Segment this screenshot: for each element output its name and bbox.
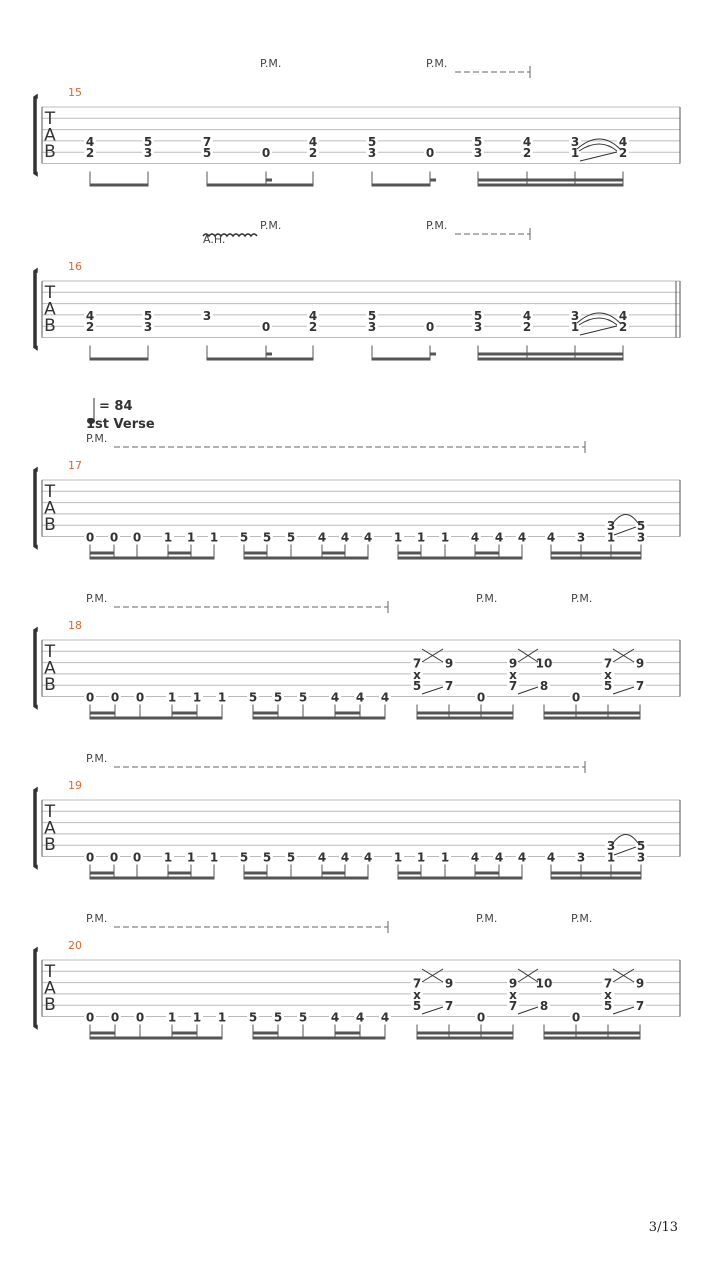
note-beam [172, 712, 197, 715]
fret-number: 1 [440, 530, 450, 545]
note-beam [430, 353, 436, 356]
tab-clef-letter: B [44, 675, 56, 695]
fret-number: 9 [444, 976, 454, 991]
fret-number: 5 [262, 850, 272, 865]
note-beam [335, 1032, 360, 1035]
fret-number: 0 [85, 1010, 95, 1025]
fret-number: x [604, 667, 612, 682]
note-beam [478, 358, 623, 361]
note-beam [430, 179, 436, 182]
fret-number: 0 [110, 690, 120, 705]
fret-number: 4 [494, 850, 504, 865]
fret-number: 2 [618, 146, 628, 161]
fret-number: 3 [636, 850, 646, 865]
fret-number: 1 [606, 850, 616, 865]
fret-number: 5 [473, 134, 483, 149]
fret-number: 4 [522, 134, 532, 149]
fret-number: 0 [85, 530, 95, 545]
fret-number: 5 [412, 999, 422, 1014]
fret-number: 1 [393, 850, 403, 865]
note-beam [90, 872, 114, 875]
note-beam [551, 872, 641, 875]
note-beam [544, 712, 640, 715]
fret-number: 9 [508, 656, 518, 671]
note-beam [475, 872, 499, 875]
fret-number: 1 [163, 530, 173, 545]
palm-mute-label: P.M. [476, 912, 498, 925]
note-beam [90, 184, 148, 187]
system-bracket [34, 269, 37, 350]
tab-clef-letter: A [44, 498, 56, 519]
palm-mute-label: P.M. [260, 57, 282, 70]
palm-mute-label: P.M. [571, 912, 593, 925]
note-beam [168, 552, 191, 555]
palm-mute-label: P.M. [426, 219, 448, 232]
slide-line [613, 687, 634, 694]
fret-number: 1 [416, 530, 426, 545]
fret-number: 1 [393, 530, 403, 545]
fret-number: 1 [606, 530, 616, 545]
tab-clef-letter: T [44, 642, 56, 662]
note-beam [90, 552, 114, 555]
fret-number: 5 [298, 690, 308, 705]
fret-number: 5 [202, 146, 212, 161]
fret-number: 2 [308, 146, 318, 161]
tab-clef-letter: B [44, 835, 56, 855]
note-beam [478, 179, 623, 182]
measure-number: 15 [68, 86, 82, 99]
note-beam [253, 1032, 278, 1035]
fret-number: 3 [143, 320, 153, 335]
fret-number: 5 [412, 679, 422, 694]
note-beam [478, 353, 623, 356]
fret-number: 5 [248, 1010, 258, 1025]
note-beam [417, 717, 513, 720]
fret-number: 1 [209, 530, 219, 545]
tab-clef-letter: B [44, 316, 56, 336]
tab-clef-letter: B [44, 142, 56, 162]
fret-number: 7 [444, 999, 454, 1014]
fret-number: 4 [618, 134, 628, 149]
fret-number: 7 [635, 679, 645, 694]
fret-number: 7 [508, 679, 518, 694]
slide-line [422, 687, 443, 694]
page-number: 3/13 [648, 1220, 678, 1235]
fret-number: 3 [367, 320, 377, 335]
measure-number: 20 [68, 939, 82, 952]
fret-number: 0 [135, 690, 145, 705]
palm-mute-label: P.M. [86, 752, 108, 765]
section-label: 1st Verse [86, 417, 155, 432]
fret-number: 4 [517, 850, 527, 865]
fret-number: 5 [273, 690, 283, 705]
fret-number: 5 [239, 850, 249, 865]
fret-number: 5 [248, 690, 258, 705]
fret-number: 3 [143, 146, 153, 161]
note-beam [90, 712, 115, 715]
palm-mute-label: P.M. [86, 432, 108, 445]
fret-number: 3 [202, 308, 212, 323]
fret-number: 0 [135, 1010, 145, 1025]
note-beam [398, 872, 421, 875]
fret-number: 1 [217, 690, 227, 705]
tie-arc [579, 144, 617, 151]
tab-clef-letter: T [44, 802, 56, 822]
fret-number: 0 [476, 1010, 486, 1025]
fret-number: 1 [167, 690, 177, 705]
note-beam [398, 877, 522, 880]
fret-number: 10 [535, 656, 553, 671]
fret-number: 1 [209, 850, 219, 865]
tab-system [34, 228, 680, 361]
system-bracket [34, 95, 37, 176]
tab-clef-letter: T [44, 283, 56, 303]
fret-number: 4 [470, 850, 480, 865]
fret-number: 3 [570, 134, 580, 149]
tab-clef-letter: A [44, 125, 56, 146]
fret-number: 3 [576, 530, 586, 545]
slide-line [518, 1007, 538, 1014]
fret-number: 4 [85, 134, 95, 149]
tab-clef-letter: A [44, 978, 56, 999]
note-beam [244, 877, 368, 880]
fret-number: 0 [85, 850, 95, 865]
fret-number: 9 [635, 656, 645, 671]
fret-number: 1 [192, 1010, 202, 1025]
palm-mute-label: P.M. [476, 592, 498, 605]
system-bracket [34, 788, 37, 869]
note-beam [417, 1032, 513, 1035]
measure-number: 18 [68, 619, 82, 632]
fret-number: x [509, 987, 517, 1002]
note-beam [544, 1037, 640, 1040]
fret-number: 5 [367, 134, 377, 149]
fret-number: 5 [298, 1010, 308, 1025]
note-beam [244, 872, 267, 875]
fret-number: 3 [606, 519, 616, 534]
fret-number: 5 [286, 530, 296, 545]
fret-number: 4 [494, 530, 504, 545]
fret-number: 5 [262, 530, 272, 545]
fret-number: 1 [186, 850, 196, 865]
note-beam [244, 552, 267, 555]
fret-number: 2 [522, 146, 532, 161]
note-beam [544, 717, 640, 720]
fret-number: 9 [444, 656, 454, 671]
fret-number: 9 [508, 976, 518, 991]
fret-number: 2 [522, 320, 532, 335]
system-bracket [34, 948, 37, 1029]
fret-number: 4 [308, 308, 318, 323]
note-beam [90, 358, 148, 361]
fret-number: 1 [217, 1010, 227, 1025]
fret-number: 7 [635, 999, 645, 1014]
fret-number: 0 [261, 320, 271, 335]
fret-number: 5 [143, 308, 153, 323]
fret-number: 5 [273, 1010, 283, 1025]
fret-number: 0 [571, 690, 581, 705]
note-beam [90, 557, 214, 560]
fret-number: 0 [425, 320, 435, 335]
note-beam [551, 557, 641, 560]
fret-number: 3 [606, 839, 616, 854]
measure-number: 17 [68, 459, 82, 472]
note-beam [322, 872, 345, 875]
fret-number: 4 [317, 850, 327, 865]
fret-number: 1 [570, 320, 580, 335]
fret-number: 1 [186, 530, 196, 545]
fret-number: 4 [618, 308, 628, 323]
fret-number: 0 [261, 146, 271, 161]
tie-arc [579, 318, 617, 325]
fret-number: 8 [539, 999, 549, 1014]
tab-clef-letter: A [44, 299, 56, 320]
fret-number: 4 [340, 530, 350, 545]
slide-line [580, 152, 617, 161]
fret-number: 2 [85, 146, 95, 161]
measure-number: 19 [68, 779, 82, 792]
fret-number: 4 [522, 308, 532, 323]
tab-system [34, 66, 680, 187]
fret-number: 5 [636, 519, 646, 534]
fret-number: 0 [109, 850, 119, 865]
tab-clef-letter: T [44, 482, 56, 502]
note-beam [475, 552, 499, 555]
tempo-value: = 84 [99, 399, 133, 414]
fret-number: 5 [286, 850, 296, 865]
fret-number: 3 [473, 146, 483, 161]
fret-number: 0 [132, 850, 142, 865]
note-beam [207, 184, 313, 187]
fret-number: 0 [571, 1010, 581, 1025]
fret-number: 7 [508, 999, 518, 1014]
fret-number: 3 [576, 850, 586, 865]
fret-number: 7 [603, 656, 613, 671]
fret-number: 4 [85, 308, 95, 323]
fret-number: 10 [535, 976, 553, 991]
slide-line [422, 1007, 443, 1014]
fret-number: 4 [546, 530, 556, 545]
fret-number: 2 [85, 320, 95, 335]
palm-mute-label: P.M. [86, 912, 108, 925]
fret-number: x [604, 987, 612, 1002]
tab-clef-letter: B [44, 515, 56, 535]
fret-number: 1 [163, 850, 173, 865]
note-beam [372, 358, 430, 361]
fret-number: 7 [412, 976, 422, 991]
fret-number: 5 [603, 679, 613, 694]
fret-number: 5 [636, 839, 646, 854]
fret-number: 0 [109, 530, 119, 545]
fret-number: 1 [416, 850, 426, 865]
palm-mute-label: P.M. [571, 592, 593, 605]
note-beam [90, 717, 222, 720]
palm-mute-label: P.M. [260, 219, 282, 232]
fret-number: 4 [380, 1010, 390, 1025]
fret-number: 4 [308, 134, 318, 149]
fret-number: 7 [202, 134, 212, 149]
slide-line [580, 326, 617, 335]
slide-line [613, 1007, 634, 1014]
note-beam [417, 1037, 513, 1040]
tab-clef-letter: T [44, 962, 56, 982]
note-beam [372, 184, 430, 187]
fret-number: 7 [412, 656, 422, 671]
note-beam [90, 877, 214, 880]
fret-number: 0 [110, 1010, 120, 1025]
fret-number: 4 [340, 850, 350, 865]
note-beam [244, 557, 368, 560]
fret-number: 7 [444, 679, 454, 694]
fret-number: 0 [85, 690, 95, 705]
note-beam [266, 353, 272, 356]
fret-number: 1 [440, 850, 450, 865]
fret-number: 5 [473, 308, 483, 323]
tab-clef-letter: A [44, 658, 56, 679]
note-beam [398, 552, 421, 555]
fret-number: x [413, 667, 421, 682]
fret-number: x [509, 667, 517, 682]
fret-number: 5 [143, 134, 153, 149]
fret-number: 3 [636, 530, 646, 545]
fret-number: 4 [363, 530, 373, 545]
fret-number: 4 [317, 530, 327, 545]
note-beam [90, 1037, 222, 1040]
system-bracket [34, 468, 37, 549]
note-beam [544, 1032, 640, 1035]
palm-mute-label: P.M. [426, 57, 448, 70]
note-beam [266, 179, 272, 182]
note-beam [253, 1037, 385, 1040]
fret-number: 4 [546, 850, 556, 865]
fret-number: 4 [470, 530, 480, 545]
fret-number: 5 [603, 999, 613, 1014]
note-beam [398, 557, 522, 560]
fret-number: 3 [570, 308, 580, 323]
note-beam [90, 1032, 115, 1035]
note-beam [168, 872, 191, 875]
fret-number: 4 [355, 690, 365, 705]
note-beam [172, 1032, 197, 1035]
fret-number: 1 [570, 146, 580, 161]
note-beam [253, 717, 385, 720]
fret-number: 5 [239, 530, 249, 545]
palm-mute-label: P.M. [86, 592, 108, 605]
tab-clef-letter: A [44, 818, 56, 839]
slide-line [614, 847, 636, 855]
measure-number: 16 [68, 260, 82, 273]
fret-number: 7 [603, 976, 613, 991]
fret-number: 2 [308, 320, 318, 335]
note-beam [551, 552, 641, 555]
fret-number: 1 [192, 690, 202, 705]
note-beam [478, 184, 623, 187]
fret-number: 0 [476, 690, 486, 705]
note-beam [253, 712, 278, 715]
fret-number: 9 [635, 976, 645, 991]
note-beam [207, 358, 313, 361]
fret-number: 4 [517, 530, 527, 545]
note-beam [417, 712, 513, 715]
note-beam [335, 712, 360, 715]
fret-number: 8 [539, 679, 549, 694]
artificial-harmonic-label: A.H. [203, 233, 226, 246]
fret-number: 4 [380, 690, 390, 705]
fret-number: 4 [355, 1010, 365, 1025]
fret-number: 4 [330, 1010, 340, 1025]
tab-clef-letter: B [44, 995, 56, 1015]
note-beam [322, 552, 345, 555]
slide-line [518, 687, 538, 694]
fret-number: x [413, 987, 421, 1002]
system-bracket [34, 628, 37, 709]
fret-number: 3 [367, 146, 377, 161]
note-beam [551, 877, 641, 880]
fret-number: 1 [167, 1010, 177, 1025]
fret-number: 3 [473, 320, 483, 335]
fret-number: 2 [618, 320, 628, 335]
fret-number: 5 [367, 308, 377, 323]
tab-clef-letter: T [44, 109, 56, 129]
slide-line [614, 527, 636, 535]
fret-number: 0 [132, 530, 142, 545]
fret-number: 0 [425, 146, 435, 161]
fret-number: 4 [330, 690, 340, 705]
fret-number: 4 [363, 850, 373, 865]
